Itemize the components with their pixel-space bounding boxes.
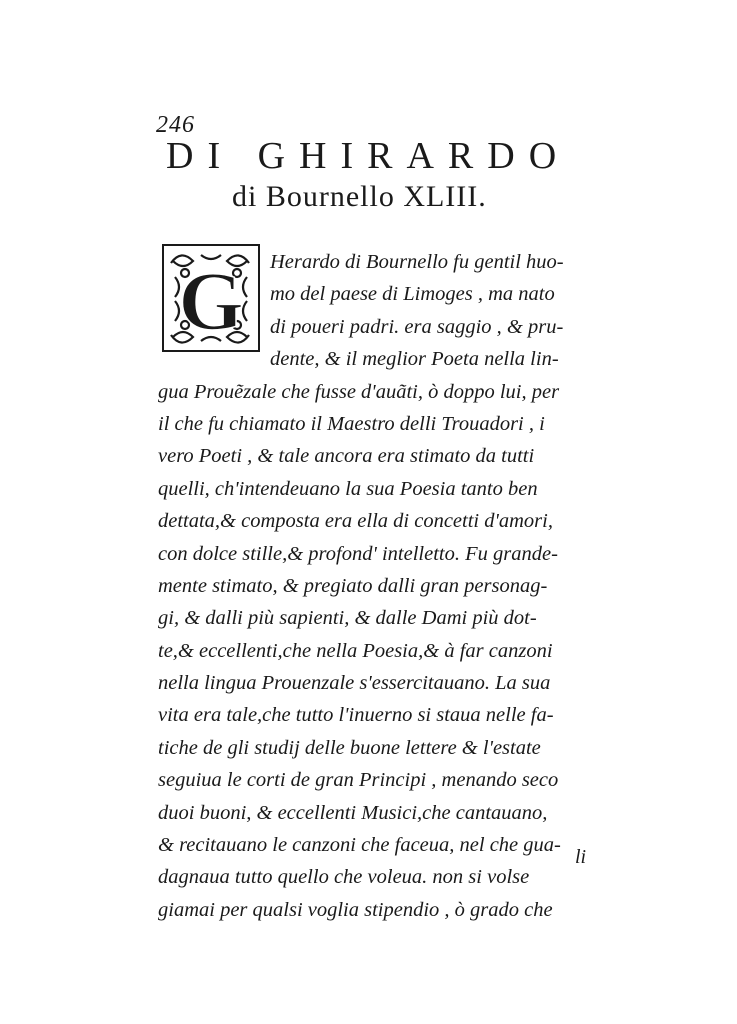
text-line: seguiua le corti de gran Principi , menando seco [158, 769, 559, 792]
text-line: giamai per qualsi voglia stipendio , ò grado che [158, 898, 553, 921]
text-line: di poueri padri. era saggio , & pru- [270, 315, 564, 338]
text-line: gi, & dalli più sapienti, & dalle Dami più dot- [158, 607, 537, 630]
text-line: dente, & il meglior Poeta nella lin- [270, 348, 559, 371]
text-line: vita era tale,che tutto l'inuerno si staua nelle fa- [158, 704, 554, 727]
chapter-title: DI GHIRARDO [166, 135, 571, 177]
text-line: & recitauano le canzoni che faceua, nel che gua- [158, 834, 561, 857]
text-line: te,& eccellenti,che nella Poesia,& à far canzoni [158, 639, 553, 662]
text-line: gua Prouẽzale che fusse d'auãti, ò doppo lui, per [158, 380, 560, 403]
text-line: mente stimato, & pregiato dalli gran personag- [158, 574, 548, 597]
catchword: li [575, 846, 587, 868]
text-line: vero Poeti , & tale ancora era stimato da tutti [158, 445, 535, 468]
chapter-subtitle: di Bournello XLIII. [232, 180, 487, 213]
body-text [158, 246, 598, 926]
text-line: duoi buoni, & eccellenti Musici,che cantauano, [158, 801, 548, 824]
text-line: mo del paese di Limoges , ma nato [270, 283, 555, 306]
page-number: 246 [156, 112, 195, 138]
text-line: con dolce stille,& profond' intelletto. Fu grande- [158, 542, 558, 565]
text-line: tiche de gli studij delle buone lettere & l'estate [158, 736, 541, 759]
text-line: Herardo di Bournello fu gentil huo- [270, 251, 564, 273]
drop-cap-letter: G [178, 255, 244, 348]
text-line: dettata,& composta era ella di concetti d'amori, [158, 510, 553, 533]
text-line: nella lingua Prouenzale s'essercitauano. La sua [158, 672, 551, 695]
text-line: dagnaua tutto quello che voleua. non si volse [158, 866, 530, 889]
text-line: il che fu chiamato il Maestro delli Trouadori , i [158, 412, 545, 435]
text-line: quelli, ch'intendeuano la sua Poesia tanto ben [158, 477, 538, 500]
